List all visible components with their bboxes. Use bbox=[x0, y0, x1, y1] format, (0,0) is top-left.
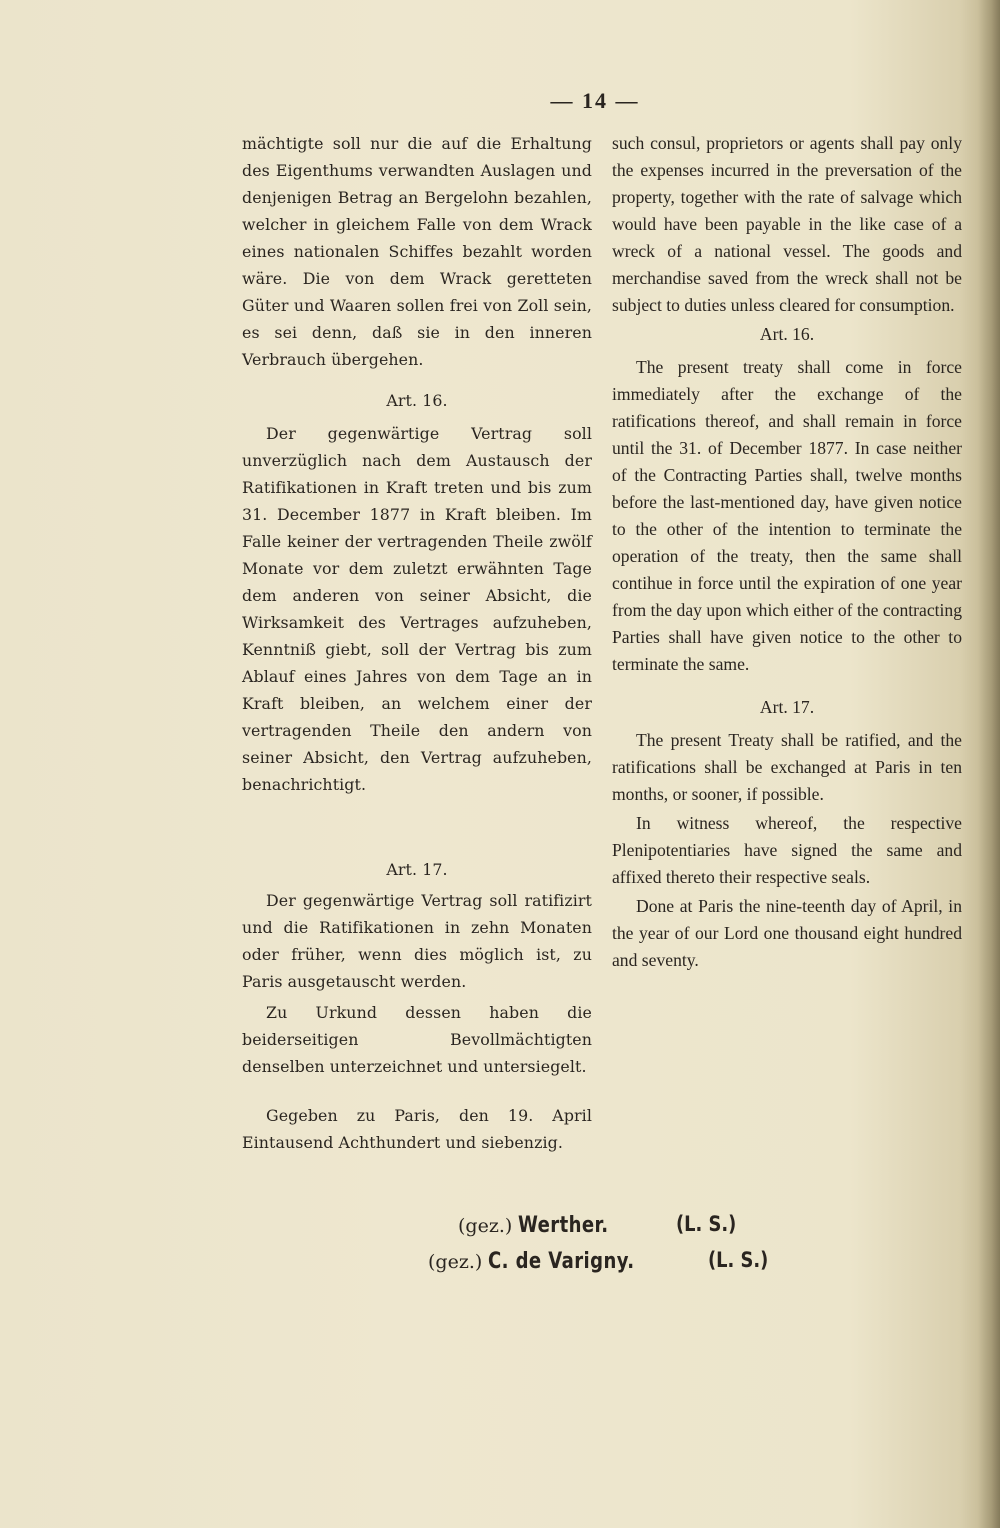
seal-mark: (L. S.) bbox=[708, 1248, 769, 1272]
signature-prefix: (gez.) bbox=[428, 1251, 483, 1273]
english-article-17-heading: Art. 17. bbox=[759, 697, 815, 717]
signature-werther bbox=[458, 1212, 628, 1238]
german-article-17-heading: Art. 17. bbox=[386, 860, 448, 879]
german-done-at-text: Gegeben zu Paris, den 19. April Eintausend Achthundert und siebenzig. bbox=[242, 1106, 592, 1152]
german-article-16-text: Der gegenwärtige Vertrag soll unverzüglich nach dem Austausch der Ratifikationen in Kraft treten und bis zum 31. December 1877 in Kraft bleiben. Im Falle keiner der vertragenden Theile zwölf Monate vor dem zuletzt erwähnten Tage dem anderen von seiner Absicht, die Wirksamkeit des Vertrages aufzuheben, Kenntniß giebt, soll der Vertrag bis zum Ablauf eines Jahres von dem Tage an in Kraft bleiben, an welchem einer der vertragenden Theile den andern von seiner Absicht, den Vertrag aufzuheben, benachrichtigt. bbox=[242, 424, 592, 794]
english-column bbox=[612, 130, 962, 974]
english-witness-text: In witness whereof, the respective Plenipotentiaries have signed the same and affixed thereto their respective seals. bbox=[612, 813, 962, 887]
german-article-17-text: Der gegenwärtige Vertrag soll ratifizirt und die Ratifikationen in zehn Monaten oder früher, wenn dies möglich ist, zu Paris ausgetauscht werden. bbox=[242, 891, 592, 991]
page-number: — 14 — bbox=[550, 88, 640, 113]
english-article-16-heading: Art. 16. bbox=[759, 324, 815, 344]
german-column bbox=[242, 130, 592, 1156]
seal-mark: (L. S.) bbox=[676, 1212, 737, 1236]
page-edge-shadow bbox=[978, 0, 1000, 1528]
english-article-17-text: The present Treaty shall be ratified, and the ratifications shall be exchanged at Paris in ten months, or sooner, if possible. bbox=[612, 730, 962, 804]
english-article-16-text: The present treaty shall come in force immediately after the exchange of the ratifications thereof, and shall remain in force until the 31. of December 1877. In case neither of the Contracting Parties shall, twelve months before the last-mentioned day, have given notice to the other of the intention to terminate the operation of the treaty, then the same shall contihue in force until the expiration of one year from the day upon which either of the contracting Parties shall have given notice to the other to terminate the same. bbox=[612, 357, 962, 674]
signature-varigny bbox=[428, 1248, 666, 1274]
german-paragraph-continuation: mächtigte soll nur die auf die Erhaltung des Eigenthums verwandten Auslagen und denjenigen Betrag an Bergelohn bezahlen, welcher in gleichem Falle von dem Wrack eines nationalen Schiffes bezahlt worden wäre. Die von dem Wrack geretteten Güter und Waaren sollen frei von Zoll sein, es sei denn, daß sie in den inneren Verbrauch übergehen. bbox=[242, 134, 592, 369]
english-done-at-text: Done at Paris the nine-teenth day of April, in the year of our Lord one thousand eight hundred and seventy. bbox=[612, 896, 962, 970]
signature-prefix: (gez.) bbox=[458, 1215, 513, 1237]
german-witness-text: Zu Urkund dessen haben die beiderseitigen Bevollmächtigten denselben unterzeichnet und untersiegelt. bbox=[242, 1003, 592, 1076]
signatory-name: C. de Varigny. bbox=[487, 1249, 635, 1274]
english-paragraph-continuation: such consul, proprietors or agents shall pay only the expenses incurred in the preversation of the property, together with the rate of salvage which would have been payable in the like case of a wreck of a national vessel. The goods and merchandise saved from the wreck shall not be subject to duties unless cleared for consumption. bbox=[612, 133, 962, 315]
german-article-16-heading: Art. 16. bbox=[386, 391, 448, 410]
signatory-name: Werther. bbox=[517, 1213, 609, 1238]
